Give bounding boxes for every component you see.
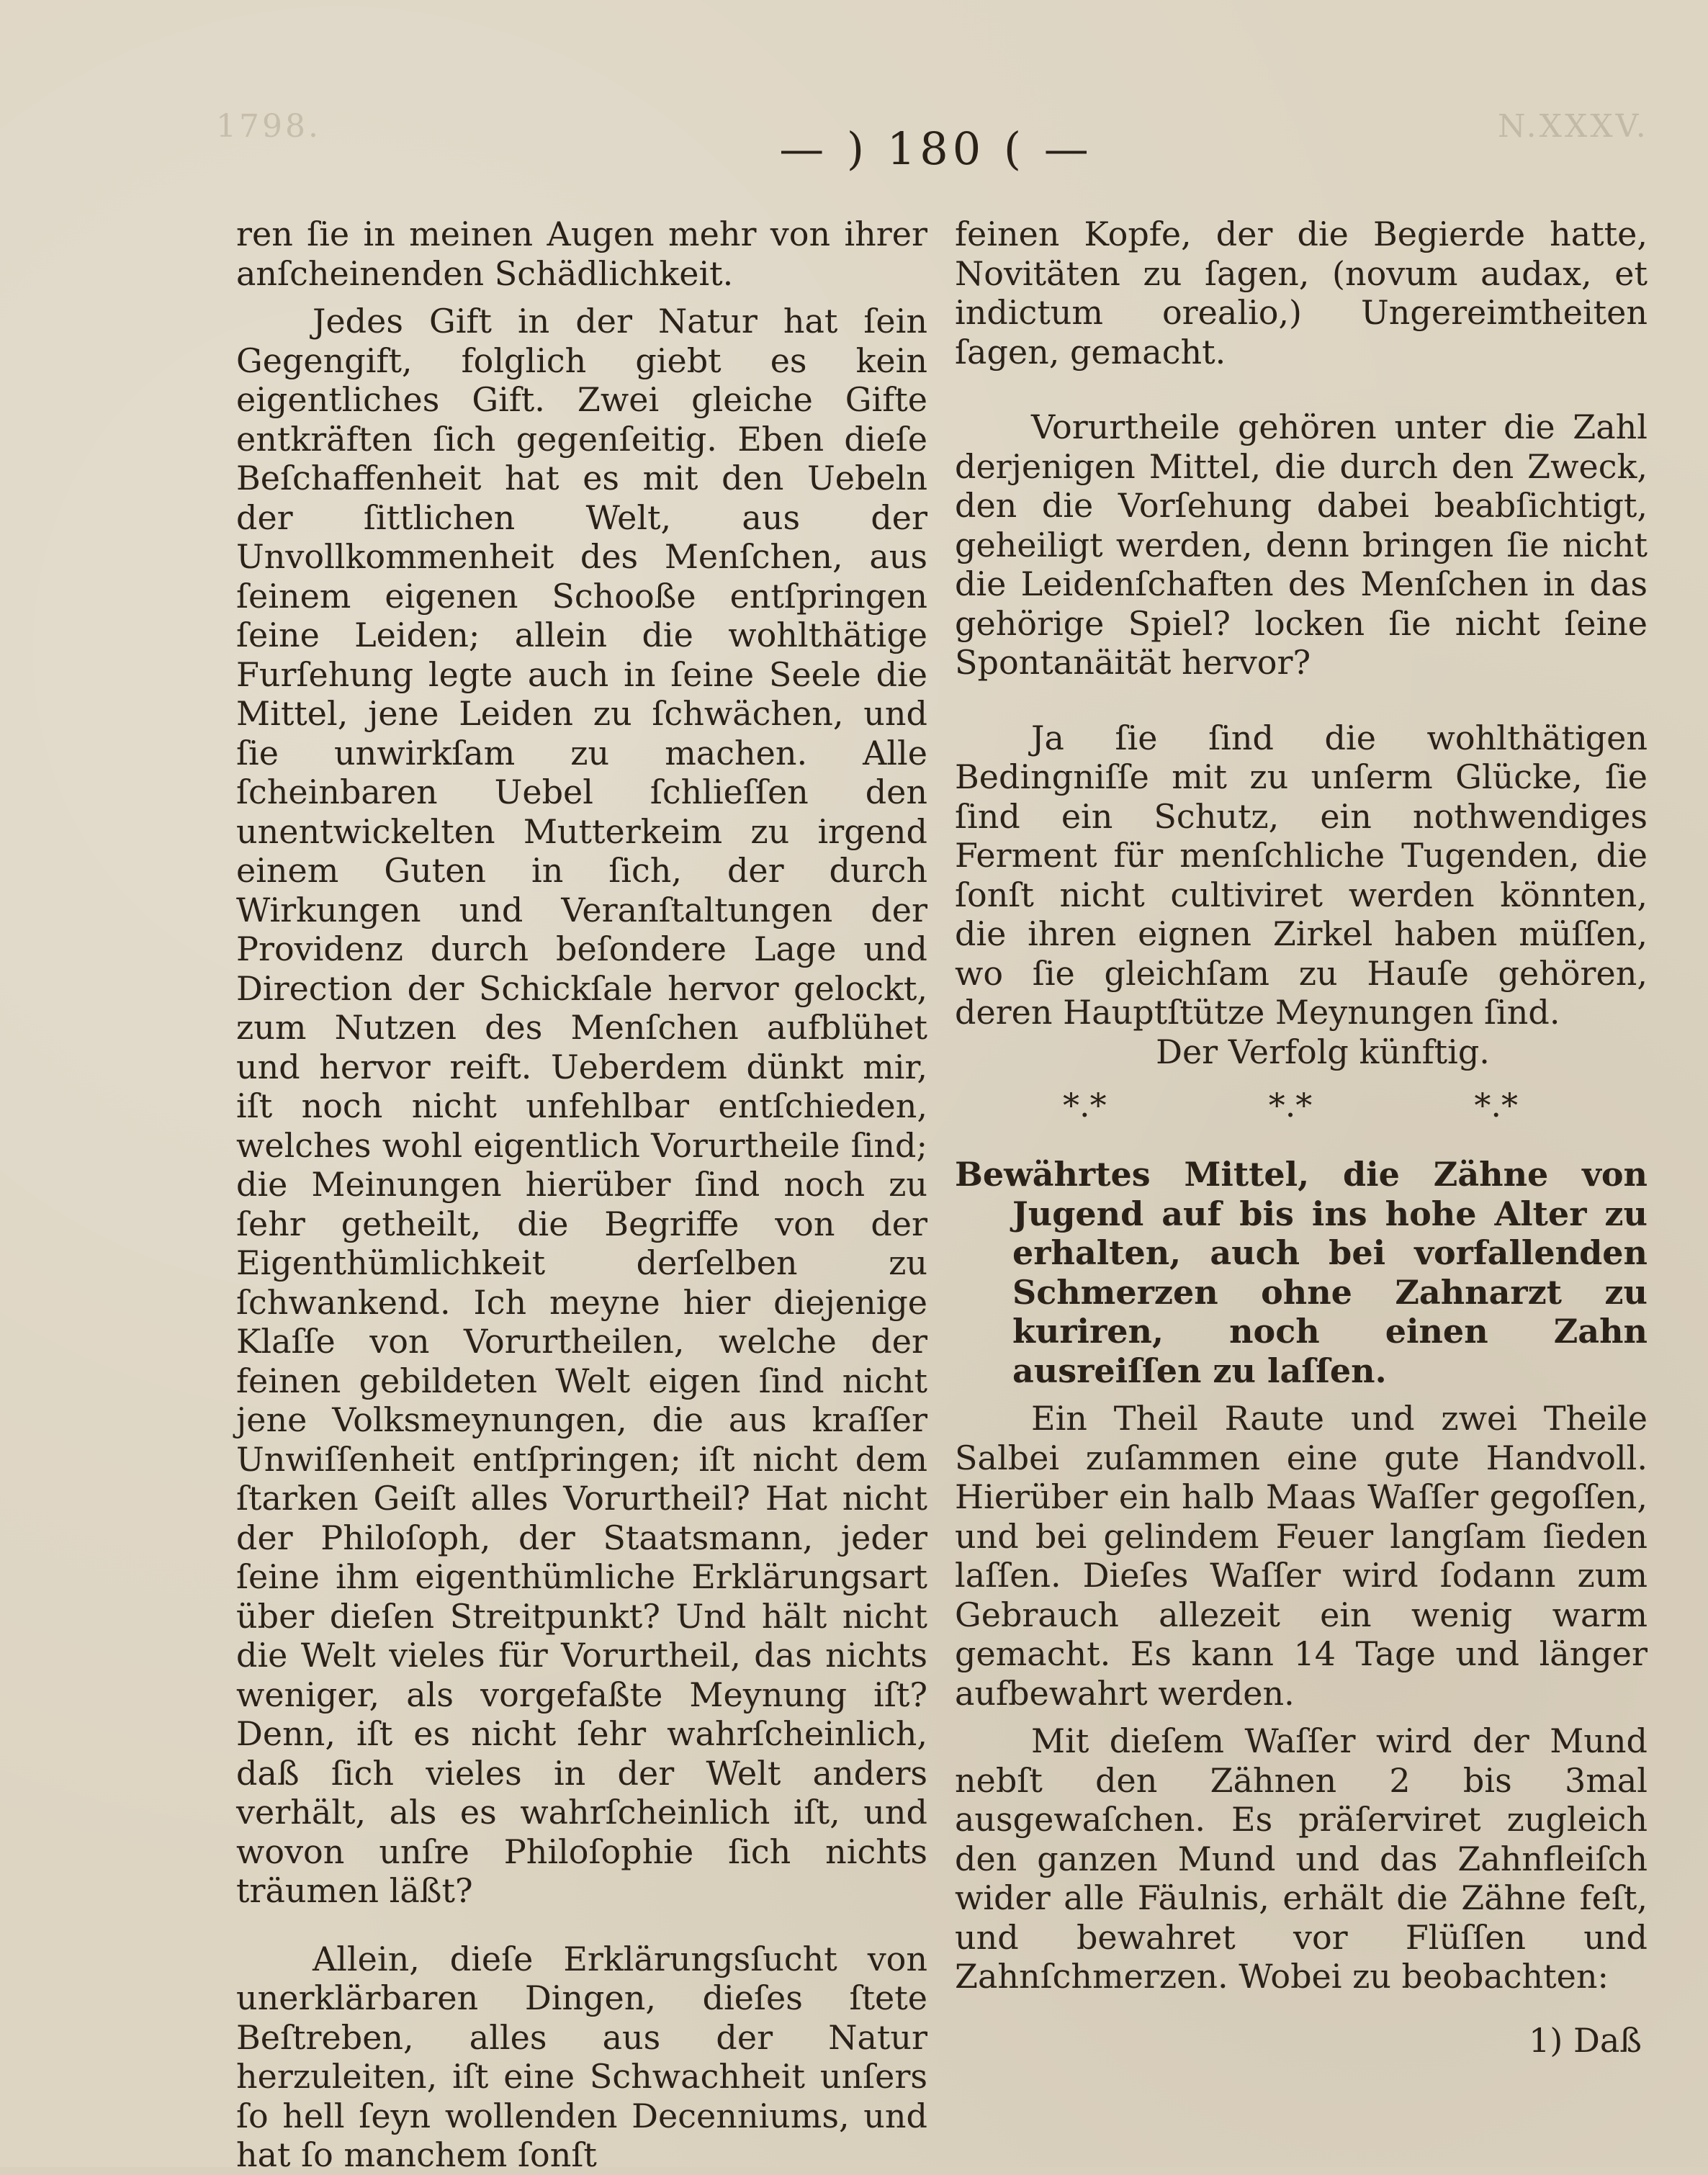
asterism: *.* xyxy=(1474,1086,1518,1125)
right-column xyxy=(955,215,1648,2060)
asterism: *.* xyxy=(1268,1086,1313,1125)
bleed-through-text: 1798. xyxy=(216,108,321,145)
paragraph: Ein Theil Raute und zwei Theile Salbei zuſammen eine gute Handvoll. Hierüber ein halb Maas Waſſer gegoſſen, und bei gelindem Feuer langſam ſieden laſſen. Dieſes Waſſer wird ſodann zum Gebrauch allezeit ein wenig warm gemacht. Es kann 14 Tage und länger aufbewahrt werden. xyxy=(955,1399,1648,1713)
page-number-header: — ) 180 ( — xyxy=(779,122,1093,175)
left-column xyxy=(236,215,927,2175)
paragraph: Allein, dieſe Erklärungsſucht von unerklärbaren Dingen, dieſes ſtete Beſtreben, alles aus der Natur herzuleiten, iſt eine Schwachheit unſers ſo hell ſeyn wollenden Decenniums, und hat ſo manchem ſonſt xyxy=(236,1939,927,2174)
paragraph: ren ſie in meinen Augen mehr von ihrer anſcheinenden Schädlichkeit. xyxy=(236,215,927,293)
bleed-through-text: N.XXXV. xyxy=(1498,108,1649,145)
continued-note: Der Verfolg künftig. xyxy=(1156,1032,1490,1071)
paragraph: Vorurtheile gehören unter die Zahl derjenigen Mittel, die durch den Zweck, den die Vorſehung dabei beabſichtigt, geheiligt werden, denn bringen ſie nicht die Leidenſchaften des Menſchen in das gehörige Spiel? locken ſie nicht ſeine Spontanäität hervor? xyxy=(955,407,1648,682)
paragraph: Jedes Gift in der Natur hat ſein Gegengift, folglich giebt es kein eigentliches Gift. Zwei gleiche Gifte entkräften ſich gegenſeitig. Eben dieſe Beſchaffenheit hat es mit den Uebeln der ſittlichen Welt, aus der Unvollkommenheit des Menſchen, aus ſeinem eigenen Schooße entſpringen ſeine Leiden; allein die wohlthätige Furſehung legte auch in ſeine Seele die Mittel, jene Leiden zu ſchwächen, und ſie unwirkſam zu machen. Alle ſcheinbaren Uebel ſchlieſſen den unentwickelten Mutterkeim zu irgend einem Guten in ſich, der durch Wirkungen und Veranſtaltungen der Providenz durch beſondere Lage und Direction der Schickſale hervor gelockt, zum Nutzen des Menſchen aufblühet und hervor reift. Ueberdem dünkt mir, iſt noch nicht unfehlbar entſchieden, welches wohl eigentlich Vorurtheile ſind; die Meinungen hierüber ſind noch zu ſehr getheilt, die Begriffe von der Eigenthümlichkeit derſelben zu ſchwankend. Ich meyne hier diejenige Klaſſe von Vorurtheilen, welche der feinen gebildeten Welt eigen ſind nicht jene Volksmeynungen, die aus kraſſer Unwiſſenheit entſpringen; iſt nicht dem ſtarken Geiſt alles Vorurtheil? Hat nicht der Philoſoph, der Staatsmann, jeder ſeine ihm eigenthümliche Erklärungsart über dieſen Streitpunkt? Und hält nicht die Welt vieles für Vorurtheil, das nichts weniger, als vorgefaßte Meynung iſt? Denn, iſt es nicht ſehr wahrſcheinlich, daß ſich vieles in der Welt anders verhält, als es wahrſcheinlich iſt, und wovon unſre Philoſophie ſich nichts träumen läßt? xyxy=(236,302,927,1910)
paragraph: Mit dieſem Waſſer wird der Mund nebſt den Zähnen 2 bis 3mal ausgewaſchen. Es präſerviret zugleich den ganzen Mund und das Zahnfleiſch wider alle Fäulnis, erhält die Zähne feſt, und bewahret vor Flüſſen und Zahnſchmerzen. Wobei zu beobachten: xyxy=(955,1721,1648,1996)
paragraph: Ja ſie ſind die wohlthätigen Bedingniſſe mit zu unſerm Glücke, ſie ſind ein Schutz, ein nothwendiges Ferment für menſchliche Tugenden, die ſonſt nicht cultiviret werden könnten, die ihren eignen Zirkel haben müſſen, wo ſie gleichſam zu Hauſe gehören, deren Hauptſtütze Meynungen ſind. xyxy=(955,718,1648,1032)
asterism-divider xyxy=(955,1071,1648,1155)
asterism: *.* xyxy=(1063,1086,1107,1125)
recipe-title: Bewährtes Mittel, die Zähne von Jugend auf bis ins hohe Alter zu erhalten, auch bei vorfallenden Schmerzen ohne Zahnarzt zu kuriren, noch einen Zahn ausreiſſen zu laſſen. xyxy=(955,1155,1648,1390)
paragraph: feinen Kopfe, der die Begierde hatte, Novitäten zu ſagen, (novum audax, et indictum orealio,) Ungereimtheiten ſagen, gemacht. xyxy=(955,215,1648,371)
catchword: 1) Daß xyxy=(1529,2020,1642,2060)
